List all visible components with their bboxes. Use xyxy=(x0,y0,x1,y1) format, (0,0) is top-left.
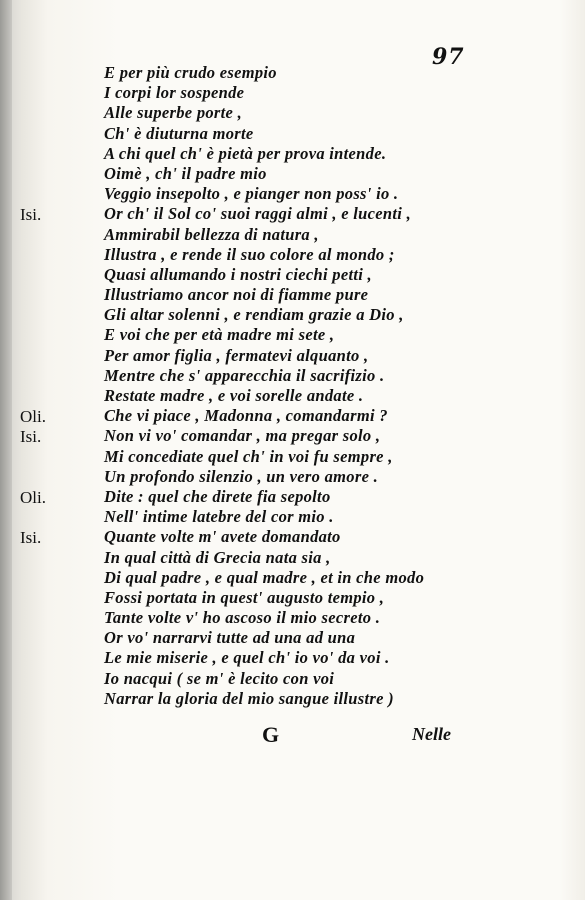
verse-line xyxy=(0,487,585,507)
verse-text: Alle superbe porte , xyxy=(104,103,242,123)
verse-lines xyxy=(0,63,585,709)
verse-text: A chi quel ch' è pietà per prova intende. xyxy=(104,143,387,163)
verse-line xyxy=(0,285,585,305)
verse-line xyxy=(0,426,585,446)
verse-line xyxy=(0,628,585,648)
verse-line xyxy=(0,325,585,345)
verse-line xyxy=(0,305,585,325)
catchword: Nelle xyxy=(412,724,451,744)
verse-line xyxy=(0,527,585,547)
verse-text: Oimè , ch' il padre mio xyxy=(104,163,267,183)
verse-line xyxy=(0,124,585,144)
verse-text: Ch' è diuturna morte xyxy=(104,123,254,143)
verse-text: Che vi piace , Madonna , comandarmi ? xyxy=(104,406,388,426)
verse-line xyxy=(0,245,585,265)
speaker-label: Isi. xyxy=(20,205,42,225)
verse-text: Per amor figlia , fermatevi alquanto , xyxy=(104,345,369,365)
verse-line xyxy=(0,507,585,527)
speaker-label: Isi. xyxy=(20,427,42,447)
verse-text: In qual città di Grecia nata sia , xyxy=(104,547,331,567)
verse-line xyxy=(0,447,585,467)
verse-line xyxy=(0,225,585,245)
verse-text: E per più crudo esempio xyxy=(104,63,277,82)
verse-text: Ammirabil bellezza di natura , xyxy=(104,224,319,244)
verse-text: Mentre che s' apparecchia il sacrifizio . xyxy=(104,365,385,385)
verse-text: Non vi vo' comandar , ma pregar solo , xyxy=(104,426,381,446)
verse-line xyxy=(0,568,585,588)
verse-text: Veggio insepolto , e pianger non poss' io . xyxy=(104,184,399,204)
speaker-label: Isi. xyxy=(20,528,42,548)
verse-line xyxy=(0,689,585,709)
page-number: 97 xyxy=(432,44,465,70)
verse-text: Fossi portata in quest' augusto tempio , xyxy=(104,587,385,607)
verse-text: Di qual padre , e qual madre , et in che modo xyxy=(104,567,425,587)
verse-line xyxy=(0,588,585,608)
verse-line xyxy=(0,204,585,224)
verse-line xyxy=(0,346,585,366)
verse-line xyxy=(0,669,585,689)
verse-text: Narrar la gloria del mio sangue illustre ) xyxy=(104,688,394,708)
verse-text: Gli altar solenni , e rendiam grazie a Dio , xyxy=(104,305,404,325)
verse-line xyxy=(0,265,585,285)
verse-line xyxy=(0,83,585,103)
signature-mark: G xyxy=(262,722,280,747)
verse-text: Restate madre , e voi sorelle andate . xyxy=(104,386,364,405)
verse-text: Io nacqui ( se m' è lecito con voi xyxy=(104,668,335,688)
verse-text: Illustra , e rende il suo colore al mondo ; xyxy=(104,244,395,264)
verse-line xyxy=(0,184,585,204)
speaker-label: Oli. xyxy=(20,487,46,507)
verse-line xyxy=(0,63,585,83)
verse-text: Nell' intime latebre del cor mio . xyxy=(104,507,334,527)
verse-line xyxy=(0,164,585,184)
verse-text: Dite : quel che direte fia sepolto xyxy=(104,486,331,506)
verse-text: Quasi allumando i nostri ciechi petti , xyxy=(104,264,372,284)
verse-text: Tante volte v' ho ascoso il mio secreto . xyxy=(104,608,381,628)
verse-text: Quante volte m' avete domandato xyxy=(104,527,341,547)
verse-line xyxy=(0,386,585,406)
verse-line xyxy=(0,608,585,628)
page-footer xyxy=(0,722,585,752)
verse-text: Or ch' il Sol co' suoi raggi almi , e lucenti , xyxy=(104,204,411,224)
verse-line xyxy=(0,366,585,386)
verse-line xyxy=(0,144,585,164)
verse-line xyxy=(0,548,585,568)
verse-text: Mi concediate quel ch' in voi fu sempre , xyxy=(104,446,393,466)
verse-text: Or vo' narrarvi tutte ad una ad una xyxy=(104,628,356,648)
verse-line xyxy=(0,406,585,426)
verse-line xyxy=(0,103,585,123)
verse-text: E voi che per età madre mi sete , xyxy=(104,325,335,345)
verse-line xyxy=(0,467,585,487)
verse-text: Un profondo silenzio , un vero amore . xyxy=(104,466,379,486)
verse-line xyxy=(0,648,585,668)
verse-text: Le mie miserie , e quel ch' io vo' da voi . xyxy=(104,648,390,668)
verse-text: Illustriamo ancor noi di fiamme pure xyxy=(104,285,369,305)
speaker-label: Oli. xyxy=(20,407,46,427)
verse-text: I corpi lor sospende xyxy=(104,83,245,103)
